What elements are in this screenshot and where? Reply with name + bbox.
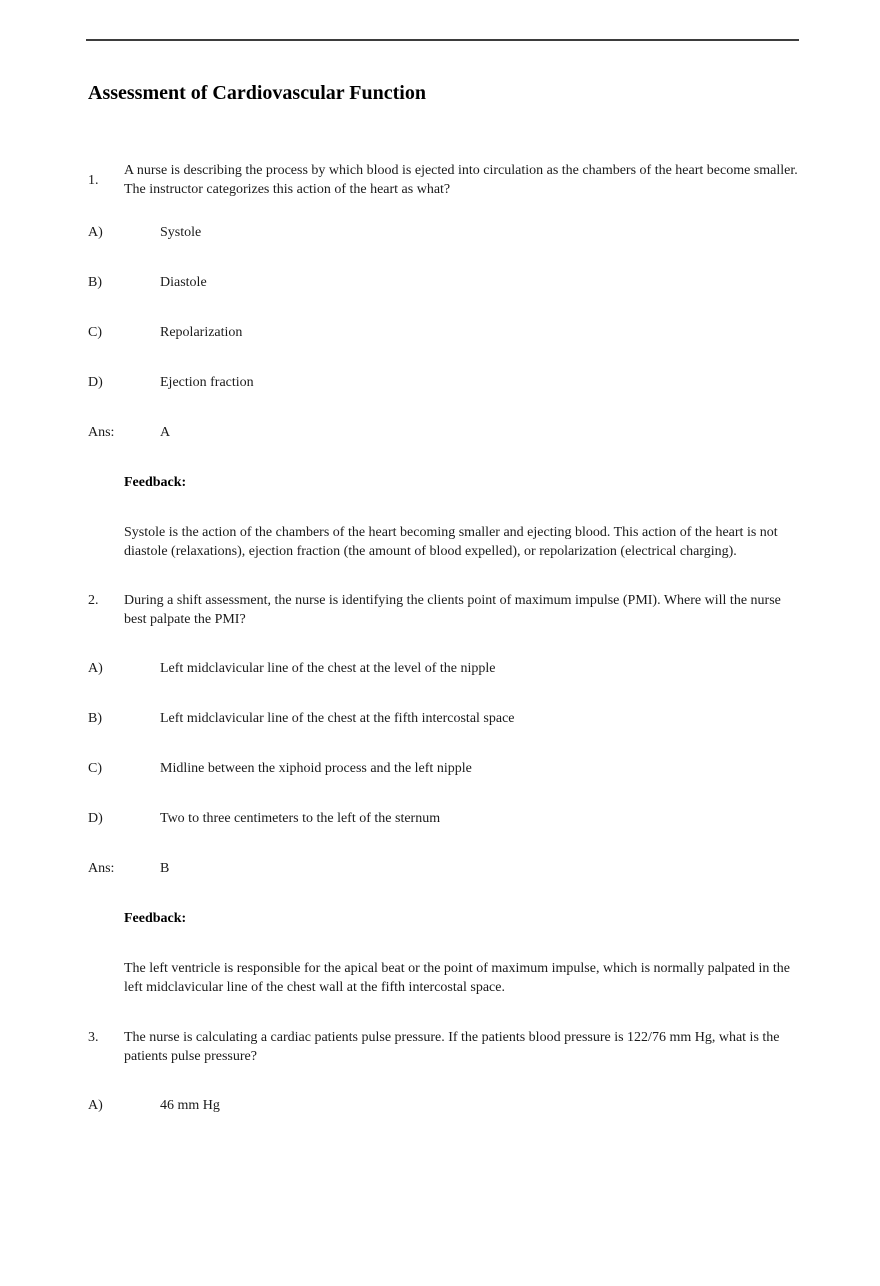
option-letter: C) [88, 325, 102, 340]
answer-row [88, 423, 880, 442]
top-rule [86, 39, 799, 41]
question-block-3 [88, 1028, 880, 1066]
feedback-text: The left ventricle is responsible for the apical beat or the point of maximum impulse, which is normally palpated in the left midclavicular line of the chest wall at the fifth intercostal space. [124, 961, 790, 995]
option-text: Systole [160, 225, 202, 240]
option-text: Midline between the xiphoid process and the left nipple [160, 761, 472, 776]
option-row [88, 273, 880, 292]
question-number: 1. [88, 172, 99, 188]
option-letter: A) [88, 1098, 103, 1113]
option-row [88, 373, 880, 392]
option-row [88, 659, 880, 678]
document-page [0, 39, 880, 1115]
question-block-2 [88, 591, 880, 629]
option-text: Left midclavicular line of the chest at the level of the nipple [160, 661, 496, 676]
answer-label: Ans: [88, 861, 115, 876]
option-letter: D) [88, 811, 103, 826]
option-letter: B) [88, 275, 102, 290]
option-row [88, 709, 880, 728]
option-text: Diastole [160, 275, 207, 290]
option-row [88, 323, 880, 342]
answer-label: Ans: [88, 425, 115, 440]
question-number: 3. [88, 1030, 99, 1045]
question-text: During a shift assessment, the nurse is identifying the clients point of maximum impulse (PMI). Where will the nurse best palpate the PMI? [124, 593, 781, 627]
option-letter: D) [88, 375, 103, 390]
question-number: 2. [88, 593, 99, 608]
option-letter: A) [88, 661, 103, 676]
page-title: Assessment of Cardiovascular Function [88, 82, 426, 104]
answer-value: B [160, 861, 170, 876]
option-text: Repolarization [160, 325, 243, 340]
option-letter: A) [88, 225, 103, 240]
question-text: A nurse is describing the process by which blood is ejected into circulation as the chambers of the heart become smaller. The instructor categorizes this action of the heart as what? [124, 163, 798, 197]
question-text: The nurse is calculating a cardiac patients pulse pressure. If the patients blood pressure is 122/76 mm Hg, what is the patients pulse pressure? [124, 1030, 780, 1064]
option-text: Left midclavicular line of the chest at the fifth intercostal space [160, 711, 515, 726]
option-row [88, 809, 880, 828]
option-text: Two to three centimeters to the left of the sternum [160, 811, 441, 826]
feedback-text: Systole is the action of the chambers of the heart becoming smaller and ejecting blood. This action of the heart is not diastole (relaxations), ejection fraction (the amount of blood expelled), or repolarization (electrical charging). [124, 525, 778, 559]
option-text: Ejection fraction [160, 375, 254, 390]
answer-value: A [160, 425, 171, 440]
option-text: 46 mm Hg [160, 1098, 220, 1113]
option-letter: C) [88, 761, 102, 776]
option-letter: B) [88, 711, 102, 726]
option-row [88, 223, 880, 242]
question-block-1 [88, 161, 880, 199]
feedback-label: Feedback: [124, 911, 187, 926]
feedback-label: Feedback: [124, 475, 187, 490]
answer-row [88, 859, 880, 878]
option-row [88, 1096, 880, 1115]
option-row [88, 759, 880, 778]
